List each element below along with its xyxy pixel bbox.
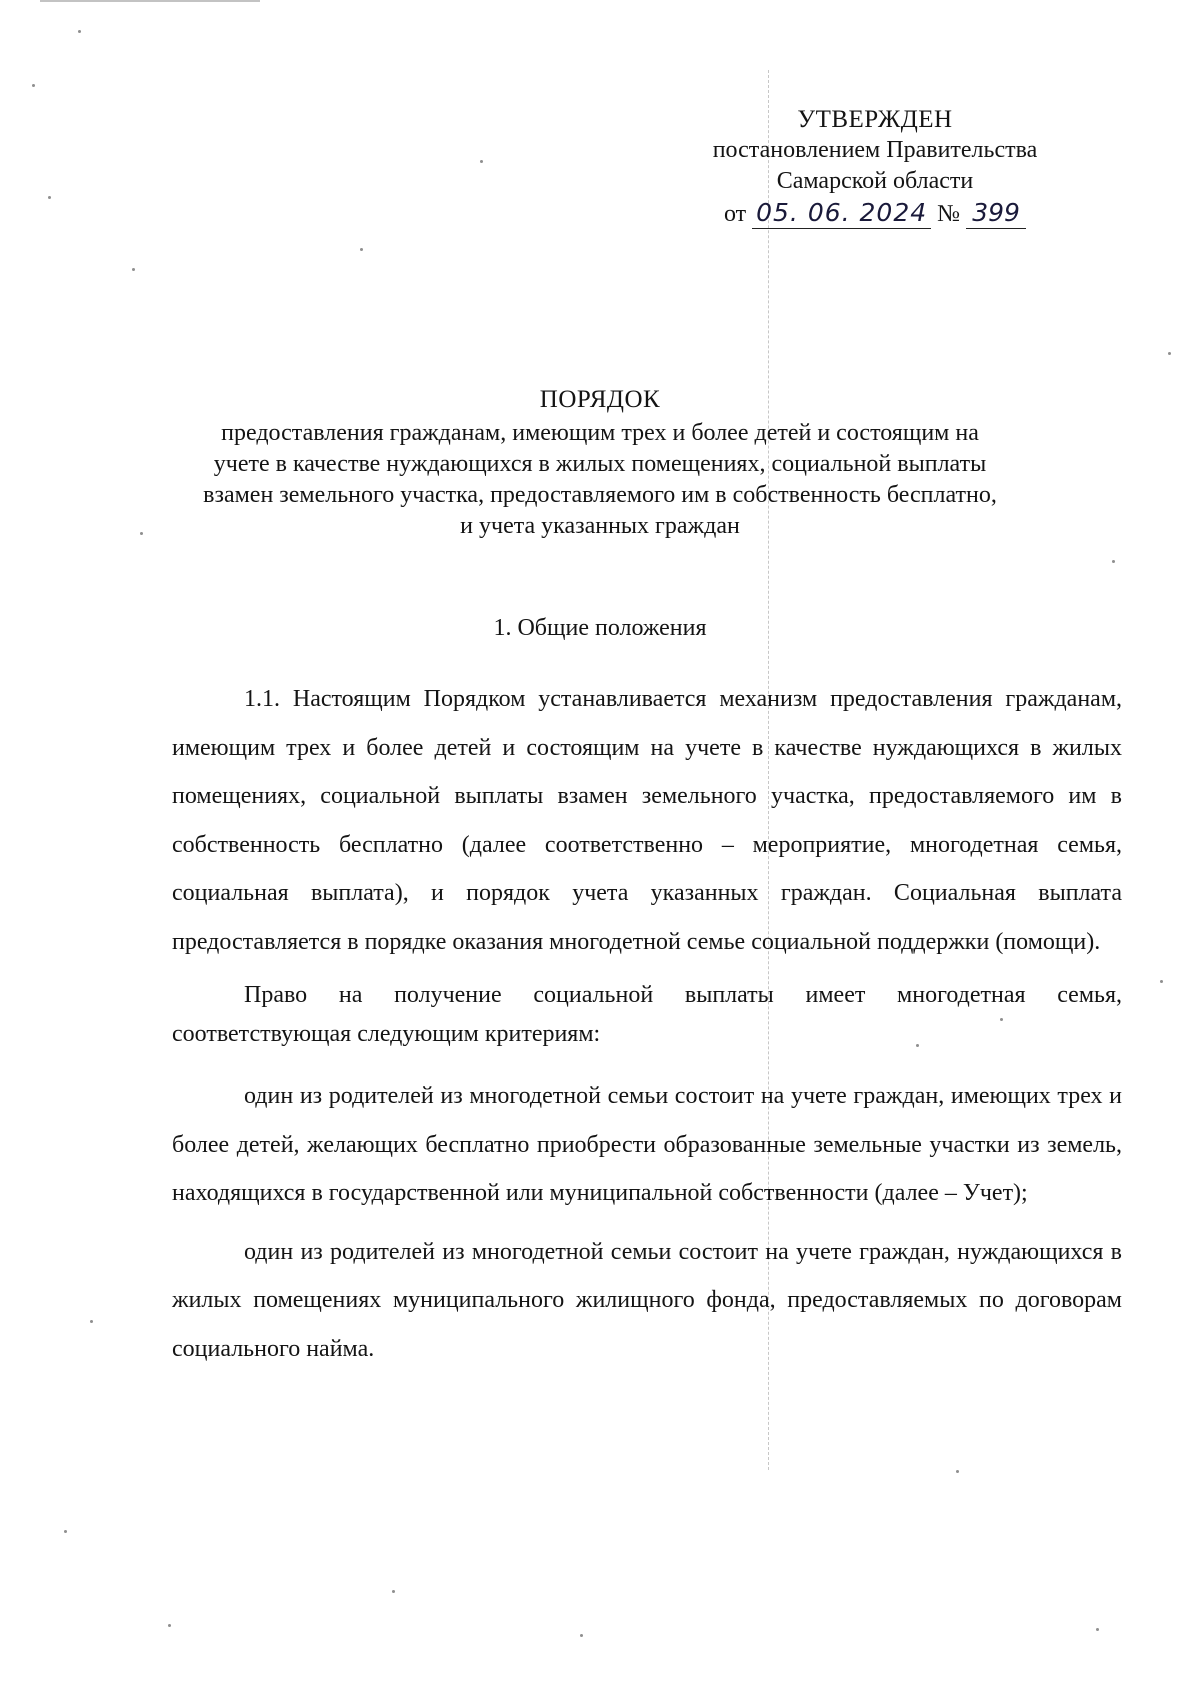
- document-title: ПОРЯДОК: [539, 386, 661, 413]
- date-prefix: от: [723, 201, 747, 227]
- scan-speck: [1168, 352, 1171, 355]
- section-body: [172, 675, 1122, 1383]
- scan-speck: [32, 84, 35, 87]
- approval-line-1: постановлением Правительства: [712, 137, 1038, 163]
- scan-speck: [90, 1320, 93, 1323]
- handwritten-date: 05. 06. 2024: [752, 197, 931, 229]
- scan-speck: [1096, 1628, 1099, 1631]
- scan-speck: [48, 196, 51, 199]
- scan-speck: [1112, 560, 1115, 563]
- paragraph-1-1: 1.1. Настоящим Порядком устанавливается механизм предоставления гражданам, имеющим трех и более детей и состоящим на учете в качестве нуждающихся в жилых помещениях, социальной выплаты взамен земельного участка, предоставляемого им в собственность бесплатно (далее соответственно – мероприятие, многодетная семья, социальная выплата), и порядок учета указанных граждан. Социальная выплата предоставляется в порядке оказания многодетной семье социальной поддержки (помощи).: [172, 686, 1122, 955]
- scan-speck: [392, 1590, 395, 1593]
- scan-speck: [480, 160, 483, 163]
- scan-edge-mark: [40, 0, 260, 2]
- scan-speck: [956, 1470, 959, 1473]
- number-sign: №: [937, 201, 961, 227]
- scan-speck: [1160, 980, 1163, 983]
- scan-speck: [360, 248, 363, 251]
- subtitle-line-3: взамен земельного участка, предоставляемого им в собственность бесплатно,: [203, 482, 997, 508]
- scan-speck: [78, 30, 81, 33]
- section-heading: 1. Общие положения: [493, 615, 707, 641]
- subtitle-line-4: и учета указанных граждан: [460, 513, 740, 539]
- handwritten-number: 399: [966, 197, 1026, 229]
- scan-speck: [580, 1634, 583, 1637]
- approved-label: УТВЕРЖДЕН: [797, 106, 953, 133]
- approval-stamp-block: [640, 104, 1110, 230]
- approval-line-2: Самарской области: [776, 168, 974, 194]
- document-title-block: [150, 384, 1050, 542]
- paragraph-eligibility: Право на получение социальной выплаты имеет многодетная семья, соответствующая следующим критериям:: [172, 982, 1122, 1047]
- scan-speck: [168, 1624, 171, 1627]
- approval-date-line: [640, 197, 1110, 230]
- scan-speck: [140, 532, 143, 535]
- paragraph-criterion-2: один из родителей из многодетной семьи состоит на учете граждан, нуждающихся в жилых помещениях муниципального жилищного фонда, предоставляемых по договорам социального найма.: [172, 1238, 1122, 1362]
- scan-speck: [132, 268, 135, 271]
- subtitle-line-2: учете в качестве нуждающихся в жилых помещениях, социальной выплаты: [213, 451, 987, 477]
- paragraph-criterion-1: один из родителей из многодетной семьи состоит на учете граждан, имеющих трех и более детей, желающих бесплатно приобрести образованные земельные участки из земель, находящихся в государственной или муниципальной собственности (далее – Учет);: [172, 1083, 1122, 1206]
- scan-speck: [64, 1530, 67, 1533]
- subtitle-line-1: предоставления гражданам, имеющим трех и более детей и состоящим на: [221, 420, 979, 446]
